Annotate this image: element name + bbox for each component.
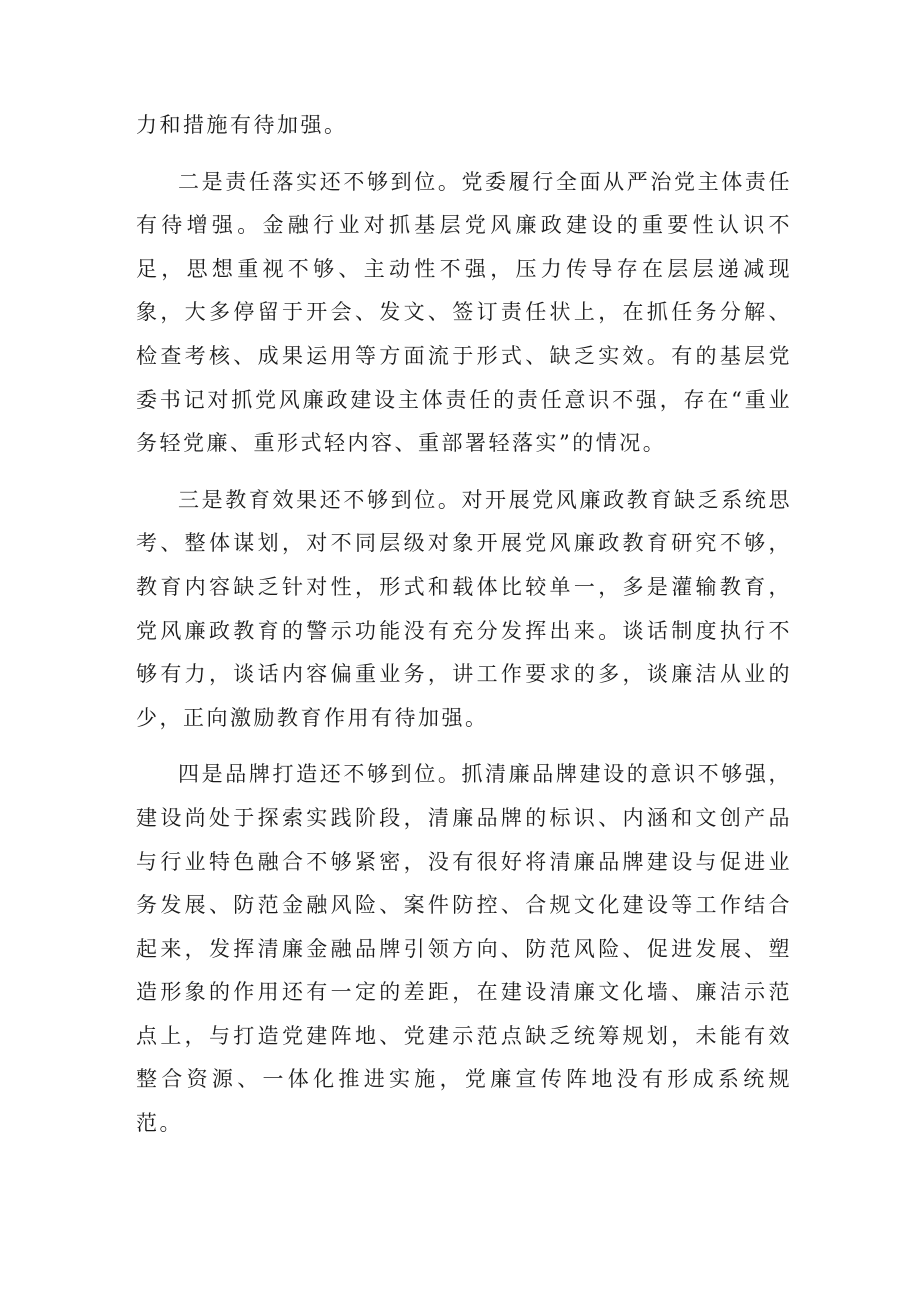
paragraph-responsibility: 二是责任落实还不够到位。党委履行全面从严治党主体责任有待增强。金融行业对抓基层党风廉政建设的重要性认识不足，思想重视不够、主动性不强，压力传导存在层层递减现象，大多停留于开会、发文、签订责任状上，在抓任务分解、检查考核、成果运用等方面流于形式、缺乏实效。有的基层党委书记对抓党风廉政建设主体责任的责任意识不强，存在“重业务轻党廉、重形式轻内容、重部署轻落实”的情况。 — [136, 169, 792, 456]
paragraph-brand: 四是品牌打造还不够到位。抓清廉品牌建设的意识不够强，建设尚处于探索实践阶段，清廉品牌的标识、内涵和文创产品与行业特色融合不够紧密，没有很好将清廉品牌建设与促进业务发展、防范金融风险、案件防控、合规文化建设等工作结合起来，发挥清廉金融品牌引领方向、防范风险、促进发展、塑造形象的作用还有一定的差距，在建设清廉文化墙、廉洁示范点上，与打造党建阵地、党建示范点缺乏统筹规划，未能有效整合资源、一体化推进实施，党廉宣传阵地没有形成系统规范。 — [136, 762, 792, 1136]
document-page — [136, 104, 792, 1159]
paragraph-continuation: 力和措施有待加强。 — [136, 113, 348, 137]
paragraph-education: 三是教育效果还不够到位。对开展党风廉政教育缺乏系统思考、整体谋划，对不同层级对象开展党风廉政教育研究不够，教育内容缺乏针对性，形式和载体比较单一，多是灌输教育，党风廉政教育的警示功能没有充分发挥出来。谈话制度执行不够有力，谈话内容偏重业务，讲工作要求的多，谈廉洁从业的少，正向激励教育作用有待加强。 — [136, 487, 792, 730]
